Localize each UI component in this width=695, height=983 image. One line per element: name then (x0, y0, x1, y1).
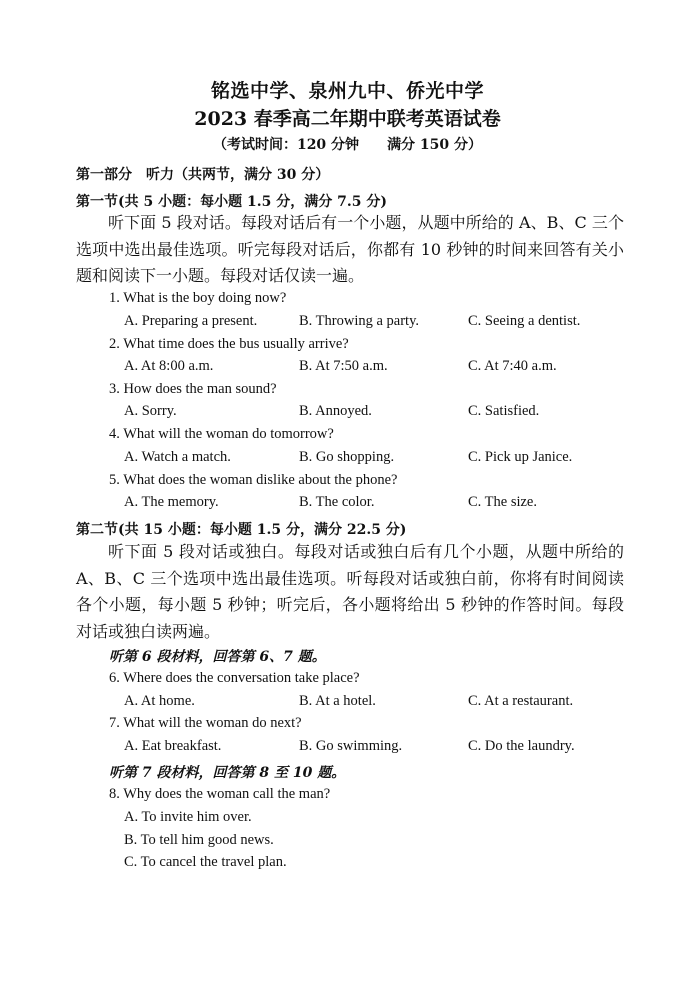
question-8-option-c: C. To cancel the travel plan. (124, 854, 287, 870)
question-7-option-a: A. Eat breakfast. (124, 738, 222, 754)
question-2-option-b: B. At 7:50 a.m. (299, 358, 388, 374)
question-1-option-c: C. Seeing a dentist. (468, 313, 581, 329)
question-5-stem: 5. What does the woman dislike about the phone? (109, 472, 398, 488)
part1-heading: 第一部分 听力（共两节，满分 30 分） (76, 167, 330, 183)
question-1-option-a: A. Preparing a present. (124, 313, 258, 329)
section2-instructions (76, 539, 624, 645)
question-4-option-c: C. Pick up Janice. (468, 449, 573, 465)
question-4-option-a: A. Watch a match. (124, 449, 231, 465)
question-7-stem: 7. What will the woman do next? (109, 715, 302, 731)
material-6-hint: 听第 6 段材料，回答第 6、7 题。 (109, 649, 326, 665)
exam-time-score (0, 134, 695, 154)
section1-instructions (76, 210, 624, 290)
section1-heading: 第一节(共 5 小题：每小题 1.5 分，满分 7.5 分) (76, 194, 387, 210)
question-8-option-a: A. To invite him over. (124, 809, 252, 825)
question-6-option-c: C. At a restaurant. (468, 693, 574, 709)
material-7-hint: 听第 7 段材料，回答第 8 至 10 题。 (109, 765, 346, 781)
question-2-option-c: C. At 7:40 a.m. (468, 358, 557, 374)
question-2-stem: 2. What time does the bus usually arrive? (109, 336, 349, 352)
question-7-option-c: C. Do the laundry. (468, 738, 575, 754)
question-2-option-a: A. At 8:00 a.m. (124, 358, 214, 374)
question-8-option-b: B. To tell him good news. (124, 832, 274, 848)
question-4-stem: 4. What will the woman do tomorrow? (109, 426, 334, 442)
question-5-option-a: A. The memory. (124, 494, 219, 510)
school-names: 铭选中学、泉州九中、侨光中学 (210, 80, 484, 102)
question-5-option-c: C. The size. (468, 494, 537, 510)
question-6-stem: 6. Where does the conversation take place? (109, 670, 360, 686)
full-score: 满分 150 分） (387, 137, 483, 153)
section1-instructions-text: 听下面 5 段对话。每段对话后有一个小题，从题中所给的 A、B、C 三个选项中选出最佳选项。听完每段对话后，你都有 10 秒钟的时间来回答有关小题和阅读下一小题。每段对话仅读一遍。 (76, 213, 624, 285)
question-3-option-c: C. Satisfied. (468, 403, 540, 419)
question-3-option-b: B. Annoyed. (299, 403, 372, 419)
question-1-option-b: B. Throwing a party. (299, 313, 420, 329)
exam-time: （考试时间：120 分钟 (212, 137, 360, 153)
question-5-option-b: B. The color. (299, 494, 375, 510)
question-8-stem: 8. Why does the woman call the man? (109, 786, 331, 802)
question-4-option-b: B. Go shopping. (299, 449, 395, 465)
question-6-option-a: A. At home. (124, 693, 195, 709)
question-3-stem: 3. How does the man sound? (109, 381, 277, 397)
section2-instructions-text: 听下面 5 段对话或独白。每段对话或独白后有几个小题，从题中所给的 A、B、C 三个选项中选出最佳选项。听每段对话或独白前，你将有时间阅读各个小题，每小题 5 秒钟；听完后，各小题将给出 5 秒钟的作答时间。每段对话或独白读两遍。 (76, 542, 624, 641)
question-6-option-b: B. At a hotel. (299, 693, 376, 709)
section2-heading: 第二节(共 15 小题：每小题 1.5 分，满分 22.5 分) (76, 522, 407, 538)
question-3-option-a: A. Sorry. (124, 403, 177, 419)
exam-title: 2023 春季高二年期中联考英语试卷 (194, 108, 501, 130)
question-7-option-b: B. Go swimming. (299, 738, 403, 754)
question-1-stem: 1. What is the boy doing now? (109, 290, 287, 306)
